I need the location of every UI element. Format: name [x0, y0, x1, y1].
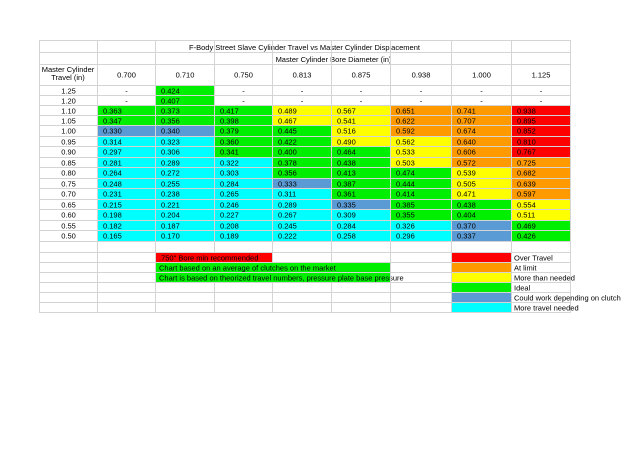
- value-cell-text: 0.567: [337, 105, 356, 115]
- blank-cell: [331, 302, 391, 313]
- value-cell-text: 0.467: [278, 115, 297, 125]
- bore-header-0.813: [272, 64, 332, 86]
- value-cell-text: 0.474: [396, 168, 415, 178]
- corner-header-cell: [39, 64, 98, 86]
- bore-header-0.700: [97, 64, 156, 86]
- value-cell-text: 0.281: [103, 157, 122, 167]
- value-cell-text: 0.622: [396, 115, 415, 125]
- value-cell-text: 0.489: [278, 105, 297, 115]
- legend-label-orange-text: At limit: [514, 262, 537, 272]
- value-cell-text: 0.204: [161, 210, 180, 220]
- value-cell-text: 0.309: [337, 210, 356, 220]
- value-cell-text: 0.767: [517, 147, 536, 157]
- value-cell-text: 0.810: [517, 136, 536, 146]
- value-cell-text: -: [539, 95, 543, 105]
- bore-header-0.710-text: 0.710: [175, 70, 195, 80]
- value-cell-text: -: [125, 85, 128, 95]
- legend-label-red-text: Over Travel: [514, 252, 553, 262]
- bore-header-0.813-text: 0.813: [292, 70, 312, 80]
- travel-label-1.05-text: 1.05: [61, 115, 76, 125]
- value-cell-text: 0.387: [337, 178, 356, 188]
- bore-header-0.710: [155, 64, 215, 86]
- value-cell-text: -: [539, 85, 543, 95]
- value-cell-text: 0.373: [161, 105, 180, 115]
- value-cell-text: 0.639: [517, 178, 536, 188]
- value-cell-text: 0.490: [337, 136, 356, 146]
- value-cell-text: 0.651: [396, 105, 415, 115]
- value-cell-text: 0.340: [161, 126, 180, 136]
- travel-label-0.85-text: 0.85: [61, 157, 76, 167]
- value-cell-text: 0.289: [278, 199, 297, 209]
- value-cell-text: 0.303: [220, 168, 239, 178]
- value-cell-text: 0.231: [103, 189, 122, 199]
- bore-header-1.125: [511, 64, 571, 86]
- value-cell-text: -: [300, 95, 304, 105]
- value-cell-text: 0.541: [337, 115, 356, 125]
- travel-label-0.75-text: 0.75: [61, 178, 76, 188]
- value-cell-text: 0.323: [161, 136, 180, 146]
- legend-label-blue-text: Could work depending on clutch: [514, 292, 621, 302]
- value-cell-text: 0.385: [396, 199, 415, 209]
- value-cell-text: 0.592: [396, 126, 415, 136]
- value-cell-text: 0.424: [161, 85, 180, 95]
- value-cell-text: 0.189: [220, 231, 239, 241]
- value-cell-text: 0.417: [220, 105, 239, 115]
- value-cell-text: 0.363: [103, 105, 122, 115]
- bore-header-0.938-text: 0.938: [411, 70, 431, 80]
- value-cell-text: 0.370: [457, 220, 476, 230]
- value-cell-text: 0.398: [220, 115, 239, 125]
- note-1-text: .750" Bore min recommended: [159, 252, 259, 262]
- value-cell-text: 0.355: [396, 210, 415, 220]
- value-cell-text: 0.464: [337, 147, 356, 157]
- sheet-subtitle: Master Cylinder Bore Diameter (in): [275, 55, 392, 64]
- value-cell-text: 0.297: [103, 147, 122, 157]
- corner-header-line2: Travel (in): [51, 73, 85, 82]
- value-cell-text: -: [125, 95, 128, 105]
- value-cell-text: 0.511: [517, 210, 536, 220]
- value-cell-text: 0.258: [337, 231, 356, 241]
- blank-cell: [39, 302, 98, 313]
- value-cell-text: 0.606: [457, 147, 476, 157]
- value-cell-text: 0.741: [457, 105, 476, 115]
- value-cell-text: 0.182: [103, 220, 122, 230]
- travel-label-0.80-text: 0.80: [61, 168, 76, 178]
- value-cell-text: 0.248: [103, 178, 122, 188]
- value-cell-text: -: [480, 95, 483, 105]
- legend-label-yellow-text: More than needed: [514, 272, 575, 282]
- value-cell-text: 0.264: [103, 168, 122, 178]
- value-cell-text: 0.379: [220, 126, 239, 136]
- travel-label-0.70-text: 0.70: [61, 189, 76, 199]
- legend-label-cyan-text: More travel needed: [514, 302, 579, 312]
- value-cell-text: 0.895: [517, 115, 536, 125]
- value-cell-text: 0.469: [517, 220, 536, 230]
- value-cell-text: 0.322: [220, 157, 239, 167]
- value-cell-text: 0.938: [517, 105, 536, 115]
- legend-swatch-cyan: [451, 302, 512, 313]
- value-cell-text: 0.272: [161, 168, 180, 178]
- value-cell-text: 0.246: [220, 199, 239, 209]
- travel-label-0.50-text: 0.50: [61, 231, 76, 241]
- value-cell-text: 0.516: [337, 126, 356, 136]
- sheet-title: F-Body Street Slave Cylinder Travel vs Master Cylinder Displacement: [189, 43, 420, 52]
- value-cell-text: 0.289: [161, 157, 180, 167]
- value-cell-text: 0.554: [517, 199, 536, 209]
- value-cell-text: 0.238: [161, 189, 180, 199]
- value-cell-text: 0.572: [457, 157, 476, 167]
- blank-cell: [97, 302, 156, 313]
- value-cell-text: -: [359, 95, 363, 105]
- travel-label-1.25-text: 1.25: [61, 85, 76, 95]
- value-cell-text: 0.227: [220, 210, 239, 220]
- value-cell-text: 0.314: [103, 136, 122, 146]
- value-cell-text: 0.539: [457, 168, 476, 178]
- value-cell-text: 0.356: [278, 168, 297, 178]
- value-cell-text: 0.360: [220, 136, 239, 146]
- value-cell-text: 0.597: [517, 189, 536, 199]
- value-cell-text: 0.400: [278, 147, 297, 157]
- value-cell-text: 0.725: [517, 157, 536, 167]
- value-cell-text: 0.505: [457, 178, 476, 188]
- bore-header-0.750-text: 0.750: [234, 70, 253, 80]
- value-cell-text: 0.445: [278, 126, 297, 136]
- value-cell-text: 0.341: [220, 147, 239, 157]
- value-cell-text: 0.306: [161, 147, 180, 157]
- value-cell-text: 0.330: [103, 126, 122, 136]
- value-cell-text: -: [359, 85, 363, 95]
- value-cell-text: 0.414: [396, 189, 415, 199]
- value-cell-text: -: [242, 85, 245, 95]
- value-cell-text: 0.471: [457, 189, 476, 199]
- value-cell-text: 0.404: [457, 210, 476, 220]
- travel-label-0.65-text: 0.65: [61, 199, 76, 209]
- value-cell-text: 0.640: [457, 136, 476, 146]
- value-cell-text: 0.413: [337, 168, 356, 178]
- value-cell-text: -: [480, 85, 483, 95]
- value-cell-text: 0.444: [396, 178, 415, 188]
- legend-label-cyan: [511, 302, 579, 313]
- value-cell-text: 0.335: [337, 199, 356, 209]
- value-cell-text: 0.187: [161, 220, 180, 230]
- value-cell-text: 0.255: [161, 178, 180, 188]
- value-cell-text: -: [419, 85, 423, 95]
- travel-label-1.10-text: 1.10: [61, 105, 76, 115]
- travel-label-1.20-text: 1.20: [61, 95, 76, 105]
- bore-header-1.000-text: 1.000: [472, 70, 491, 80]
- value-cell-text: 0.682: [517, 168, 536, 178]
- value-cell-text: 0.422: [278, 136, 297, 146]
- value-cell-text: 0.562: [396, 136, 415, 146]
- value-cell-text: 0.170: [161, 231, 180, 241]
- travel-label-0.95-text: 0.95: [61, 136, 76, 146]
- value-cell-text: -: [419, 95, 423, 105]
- value-cell-text: 0.438: [337, 157, 356, 167]
- blank-cell: [155, 302, 215, 313]
- value-cell-text: 0.426: [517, 231, 536, 241]
- value-cell-text: 0.265: [220, 189, 239, 199]
- corner-header-line1: Master Cylinder: [41, 65, 95, 74]
- value-cell-text: 0.245: [278, 220, 297, 230]
- value-cell-text: -: [242, 95, 245, 105]
- blank-cell: [214, 302, 273, 313]
- value-cell-text: 0.378: [278, 157, 297, 167]
- value-cell-text: 0.503: [396, 157, 415, 167]
- bore-header-0.875-text: 0.875: [351, 70, 371, 80]
- value-cell-text: 0.222: [278, 231, 297, 241]
- value-cell-text: 0.674: [457, 126, 476, 136]
- blank-cell: [272, 302, 332, 313]
- value-cell-text: 0.215: [103, 199, 122, 209]
- value-cell-text: 0.165: [103, 231, 122, 241]
- value-cell-text: 0.296: [396, 231, 415, 241]
- legend-label-green-text: Ideal: [514, 282, 531, 292]
- value-cell-text: -: [300, 85, 304, 95]
- bore-header-0.875: [331, 64, 391, 86]
- value-cell-text: 0.326: [396, 220, 415, 230]
- value-cell-text: 0.198: [103, 210, 122, 220]
- value-cell-text: 0.221: [161, 199, 180, 209]
- value-cell-text: 0.347: [103, 115, 122, 125]
- value-cell-text: 0.284: [337, 220, 356, 230]
- value-cell-text: 0.267: [278, 210, 297, 220]
- bore-header-1.125-text: 1.125: [531, 70, 551, 80]
- note-3-text: Chart is based on theorized travel numbers, pressure plate base pressure: [159, 272, 404, 282]
- bore-header-1.000: [451, 64, 512, 86]
- travel-label-0.55-text: 0.55: [61, 220, 76, 230]
- bore-header-0.700-text: 0.700: [117, 70, 136, 80]
- bore-header-0.938: [390, 64, 452, 86]
- value-cell-text: 0.438: [457, 199, 476, 209]
- value-cell-text: 0.333: [278, 178, 297, 188]
- value-cell-text: 0.707: [457, 115, 476, 125]
- travel-label-0.60-text: 0.60: [61, 210, 76, 220]
- value-cell-text: 0.356: [161, 115, 180, 125]
- value-cell-text: 0.208: [220, 220, 239, 230]
- value-cell-text: 0.533: [396, 147, 415, 157]
- value-cell-text: 0.407: [161, 95, 180, 105]
- blank-cell: [390, 302, 452, 313]
- note-2-text: Chart based on an average of clutches on the market: [159, 262, 336, 272]
- value-cell-text: 0.337: [457, 231, 476, 241]
- value-cell-text: 0.361: [337, 189, 356, 199]
- travel-label-0.90-text: 0.90: [61, 147, 76, 157]
- value-cell-text: 0.284: [220, 178, 239, 188]
- value-cell-text: 0.852: [517, 126, 536, 136]
- value-cell-text: 0.311: [278, 189, 297, 199]
- travel-label-1.00-text: 1.00: [61, 126, 76, 136]
- bore-header-0.750: [214, 64, 273, 86]
